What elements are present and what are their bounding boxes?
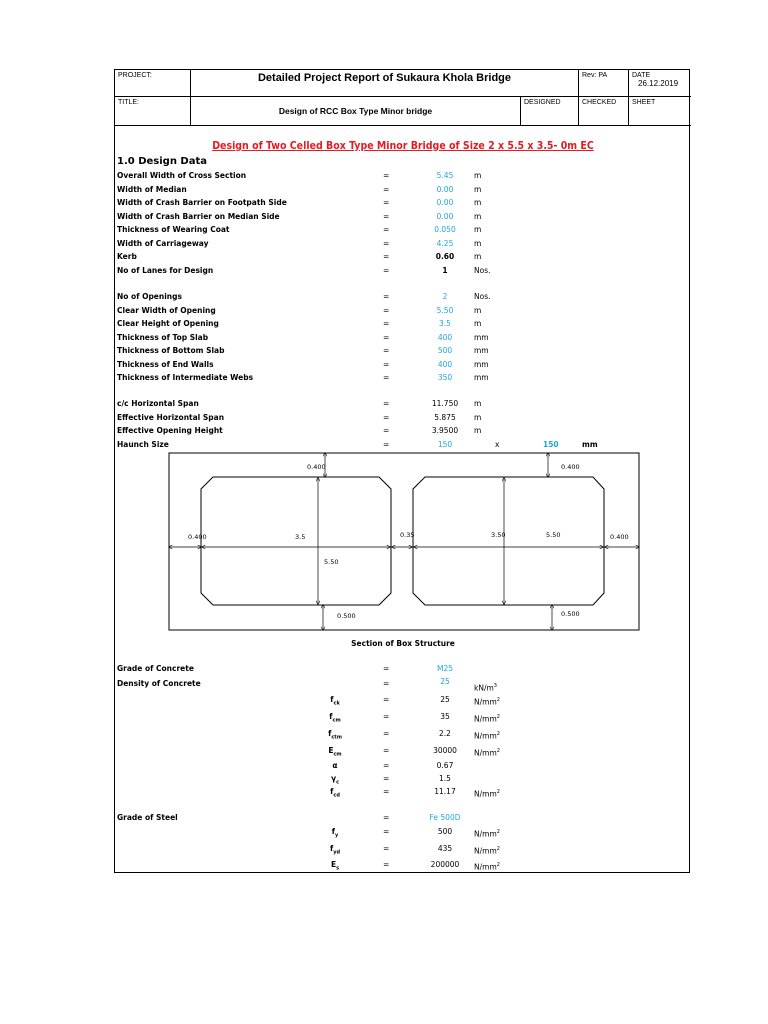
- sheet-label: SHEET: [632, 99, 656, 106]
- list-item: $f_{ck}$ = 25 $N/mm^2$: [330, 695, 500, 707]
- dim-label: 3.50: [491, 531, 506, 539]
- project-title-cell: [191, 70, 579, 97]
- sheet-cell: [629, 97, 691, 126]
- dim-label: 0.400: [610, 533, 629, 541]
- list-item: Density of Concrete = 25 $kN/m^3$: [117, 677, 497, 693]
- checked-cell: [579, 97, 629, 126]
- list-item: Thickness of Wearing Coat = 0.050 m: [117, 225, 482, 234]
- list-item: Width of Crash Barrier on Median Side = 0.00 m: [117, 211, 482, 221]
- date-value: 26.12.2019: [638, 79, 679, 88]
- section-title: 1.0 Design Data: [117, 156, 207, 167]
- list-item: Thickness of Top Slab = 400 mm: [117, 332, 489, 342]
- list-item: $f_y$ = 500 $N/mm^2$: [331, 827, 500, 839]
- calculation-sheet: [114, 69, 690, 873]
- list-item: Thickness of End Walls = 400 mm: [117, 359, 489, 369]
- designed-label: DESIGNED: [524, 99, 561, 106]
- title-label-cell: [115, 97, 191, 126]
- list-item: Grade of Concrete = M25: [117, 664, 453, 673]
- outer-frame: [169, 453, 639, 630]
- list-item: No of Openings = 2 Nos.: [117, 292, 491, 301]
- list-item: Grade of Steel = Fe 500D: [117, 813, 461, 822]
- project-label: PROJECT:: [118, 72, 152, 79]
- date-label: DATE: [632, 72, 651, 79]
- right-cell: [413, 477, 604, 605]
- list-item: $f_{cd}$ = 11.17 $N/mm^2$: [330, 787, 500, 799]
- designed-cell: [521, 97, 579, 126]
- dim-label: 0.400: [307, 463, 326, 471]
- list-item: Thickness of Bottom Slab = 500 mm: [117, 346, 489, 355]
- dim-label: 0.500: [337, 612, 356, 620]
- list-item: Width of Crash Barrier on Footpath Side = 0.00 m: [117, 198, 482, 207]
- list-item: $E_{cm}$ = 30000 $N/mm^2$: [328, 746, 500, 758]
- checked-label: CHECKED: [582, 99, 617, 106]
- box-section-diagram: [115, 450, 691, 635]
- list-item: c/c Horizontal Span = 11.750 m: [117, 399, 482, 408]
- left-cell: [201, 477, 391, 605]
- list-item: Kerb = 0.60 m: [117, 252, 482, 261]
- title-value: Design of RCC Box Type Minor bridge: [278, 106, 433, 116]
- dim-label: 0.400: [188, 533, 207, 541]
- title-value-cell: [191, 97, 521, 126]
- list-item: $f_{ctm}$ = 2.2 $N/mm^2$: [328, 729, 500, 741]
- list-item: Clear Height of Opening = 3.5 m: [117, 319, 482, 328]
- dim-label: 0.35: [400, 531, 415, 539]
- dim-label: 5.50: [324, 558, 339, 566]
- list-item: Effective Opening Height = 3.9500 m: [117, 426, 482, 435]
- list-item: Overall Width of Cross Section = 5.45 m: [117, 171, 482, 180]
- list-item: No of Lanes for Design = 1 Nos.: [117, 265, 491, 275]
- title-label: TITLE:: [118, 99, 140, 106]
- list-item: Clear Width of Opening = 5.50 m: [117, 305, 482, 315]
- list-item: Width of Carriageway = 4.25 m: [117, 238, 482, 248]
- dim-label: 0.500: [561, 610, 580, 618]
- list-item: $f_{cm}$ = 35 $N/mm^2$: [329, 712, 500, 724]
- list-item: α = 0.67: [332, 761, 454, 770]
- diagram-caption: Section of Box Structure: [351, 639, 455, 648]
- date-cell: [629, 70, 691, 97]
- list-item: $f_{yd}$ = 435 $N/mm^2$: [329, 844, 500, 856]
- dim-label: 5.50: [546, 531, 561, 539]
- list-item: Thickness of Intermediate Webs = 350 mm: [117, 373, 489, 382]
- dim-label: 3.5: [295, 533, 306, 541]
- page-heading: Design of Two Celled Box Type Minor Bridge of Size 2 x 5.5 x 3.5- 0m EC: [212, 140, 594, 152]
- dim-label: 0.400: [561, 463, 580, 471]
- project-title: Detailed Project Report of Sukaura Khola Bridge: [257, 72, 512, 84]
- project-label-cell: [115, 70, 191, 97]
- rev-cell: [579, 70, 629, 97]
- list-item: Width of Median = 0.00 m: [117, 184, 482, 194]
- list-item: $E_s$ = 200000 $N/mm^2$: [330, 860, 500, 872]
- list-item: Haunch Size = 150 x 150 mm: [117, 439, 598, 449]
- rev-label: Rev: PA: [582, 72, 608, 79]
- list-item: $\gamma_c$ = 1.5: [330, 774, 451, 786]
- list-item: Effective Horizontal Span = 5.875 m: [117, 412, 482, 422]
